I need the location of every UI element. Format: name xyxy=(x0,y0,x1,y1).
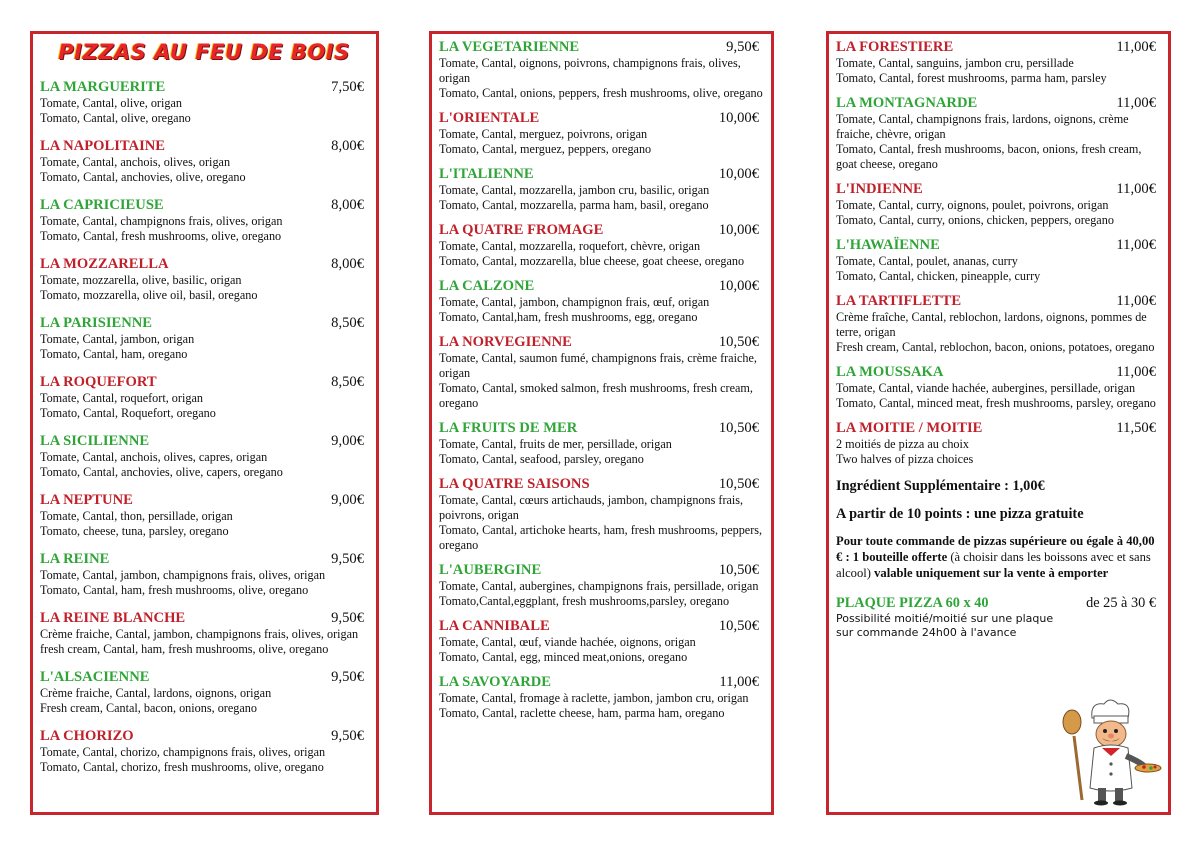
pizza-description-en: Fresh cream, Cantal, reblochon, bacon, onions, potatoes, oregano xyxy=(836,340,1155,354)
pizza-name: LA MOZZARELLA xyxy=(40,256,169,272)
pizza-price: 8,50€ xyxy=(331,374,364,390)
pizza-description-en: Tomato, Cantal, fresh mushrooms, bacon, onions, fresh cream, goat cheese, oregano xyxy=(836,142,1142,171)
extra-ingredient-note: Ingrédient Supplémentaire : 1,00€ xyxy=(836,478,1045,494)
menu-item-la-capricieuse xyxy=(40,196,368,244)
pizza-description-en: Tomato, Cantal, forest mushrooms, parma ham, parsley xyxy=(836,71,1107,85)
menu-item-header xyxy=(836,363,1160,381)
menu-item-la-reine-blanche xyxy=(40,609,368,657)
menu-item-la-montagnarde xyxy=(836,94,1160,172)
menu-item-la-forestiere xyxy=(836,38,1160,86)
pizza-description-en: Tomato, Cantal, raclette cheese, ham, parma ham, oregano xyxy=(439,706,725,720)
pizza-description-fr: Tomate, Cantal, curry, oignons, poulet, poivrons, origan xyxy=(836,198,1109,212)
pizza-description-fr: Tomate, Cantal, oignons, poivrons, champignons frais, olives, origan xyxy=(439,56,741,85)
menu-item-header xyxy=(40,196,368,214)
pizza-price: 9,50€ xyxy=(331,551,364,567)
pizza-name: LA MONTAGNARDE xyxy=(836,95,978,111)
pizza-description-en: Tomato, Cantal,ham, fresh mushrooms, egg, oregano xyxy=(439,310,698,324)
menu-item-la-roquefort xyxy=(40,373,368,421)
pizza-name: L'HAWAÏENNE xyxy=(836,237,940,253)
menu-item-header xyxy=(40,668,368,686)
pizza-description-en: Tomato, Cantal, mozzarella, parma ham, basil, oregano xyxy=(439,198,709,212)
pizza-description-fr: Tomate, Cantal, jambon, champignons frais, olives, origan xyxy=(40,568,326,582)
pizza-description-en: Tomato, Cantal, ham, oregano xyxy=(40,347,188,361)
pizza-name: LA FORESTIERE xyxy=(836,39,954,55)
menu-item-header xyxy=(40,550,368,568)
menu-item-la-cannibale xyxy=(439,617,763,665)
menu-item-header xyxy=(439,419,763,437)
menu-item-la-moitie-moitie xyxy=(836,419,1160,467)
pizza-description-fr: Tomate, Cantal, champignons frais, olives, origan xyxy=(40,214,283,228)
pizza-description-en: Tomato, Cantal, olive, oregano xyxy=(40,111,191,125)
menu-item-la-reine xyxy=(40,550,368,598)
pizza-price: 10,50€ xyxy=(718,334,759,350)
pizza-price: 8,00€ xyxy=(331,256,364,272)
pizza-description-fr: Tomate, Cantal, fromage à raclette, jambon, jambon cru, origan xyxy=(439,691,749,705)
menu-item-header xyxy=(439,221,763,239)
plaque-pizza-note: Possibilité moitié/moitié sur une plaque sur commande 24h00 à l'avance xyxy=(836,612,1054,639)
pizza-description-en: fresh cream, Cantal, ham, fresh mushrooms, olive, oregano xyxy=(40,642,329,656)
menu-item-la-parisienne xyxy=(40,314,368,362)
menu-item-la-quatre-saisons xyxy=(439,475,763,553)
pizza-description-fr: Tomate, Cantal, anchois, olives, capres, origan xyxy=(40,450,268,464)
plaque-pizza-name: PLAQUE PIZZA 60 x 40 xyxy=(836,595,989,611)
pizza-name: L'INDIENNE xyxy=(836,181,923,197)
offer-bold-part-1: Pour toute commande de pizzas supérieure ou égale à 40,00 € : 1 bouteille offerte xyxy=(836,534,1155,564)
pizza-price: 11,50€ xyxy=(1116,420,1156,436)
menu-item-la-napolitaine xyxy=(40,137,368,185)
pizza-description-fr: Tomate, Cantal, cœurs artichauds, jambon, champignons frais, poivrons, origan xyxy=(439,493,744,522)
pizza-name: LA VEGETARIENNE xyxy=(439,39,580,55)
pizza-description-en: Tomato, Cantal, anchovies, olive, oregano xyxy=(40,170,246,184)
pizza-description-fr: Tomate, Cantal, saumon fumé, champignons frais, crème fraiche, origan xyxy=(439,351,757,380)
menu-item-header xyxy=(40,609,368,627)
pizza-name: L'ALSACIENNE xyxy=(40,669,150,685)
pizza-description-fr: Tomate, Cantal, aubergines, champignons frais, persillade, origan xyxy=(439,579,759,593)
menu-item-header xyxy=(439,475,763,493)
menu-item-header xyxy=(439,333,763,351)
menu-item-l-alsacienne xyxy=(40,668,368,716)
pizza-description-fr: Tomate, Cantal, fruits de mer, persillade, origan xyxy=(439,437,672,451)
pizza-description-en: Two halves of pizza choices xyxy=(836,452,974,466)
menu-item-header xyxy=(836,292,1160,310)
pizza-name: LA MOUSSAKA xyxy=(836,364,944,380)
pizza-description-fr: Crème fraiche, Cantal, jambon, champignons frais, olives, origan xyxy=(40,627,359,641)
menu-item-la-calzone xyxy=(439,277,763,325)
pizza-price: 10,00€ xyxy=(718,166,759,182)
menu-item-la-norvegienne xyxy=(439,333,763,411)
menu-item-header xyxy=(836,38,1160,56)
pizza-description-en: Tomato, Cantal, egg, minced meat,onions, oregano xyxy=(439,650,688,664)
pizza-description-en: Tomato, Cantal, seafood, parsley, oregano xyxy=(439,452,644,466)
menu-item-l-orientale xyxy=(439,109,763,157)
pizza-description-fr: Tomate, Cantal, roquefort, origan xyxy=(40,391,203,405)
pizza-name: LA NAPOLITAINE xyxy=(40,138,166,154)
pizza-list-2 xyxy=(439,38,763,721)
pizza-description-en: Tomato, Cantal, Roquefort, oregano xyxy=(40,406,216,420)
pizza-description-fr: Tomate, Cantal, poulet, ananas, curry xyxy=(836,254,1018,268)
offer-normal-part: (à choisir dans les boissons avec et sans alcool) xyxy=(836,550,1151,580)
pizza-name: LA QUATRE SAISONS xyxy=(439,476,590,492)
menu-item-la-sicilienne xyxy=(40,432,368,480)
menu-item-header xyxy=(836,180,1160,198)
pizza-description-fr: Tomate, Cantal, sanguins, jambon cru, persillade xyxy=(836,56,1074,70)
pizza-name: LA PARISIENNE xyxy=(40,315,153,331)
pizza-price: 11,00€ xyxy=(1116,364,1156,380)
pizza-price: 9,50€ xyxy=(331,728,364,744)
menu-item-header xyxy=(40,314,368,332)
pizza-price: 11,00€ xyxy=(1116,237,1156,253)
menu-item-header xyxy=(40,432,368,450)
pizza-description-fr: Tomate, Cantal, mozzarella, jambon cru, basilic, origan xyxy=(439,183,710,197)
pizza-description-fr: Tomate, Cantal, jambon, champignon frais, œuf, origan xyxy=(439,295,710,309)
pizza-name: LA MOITIE / MOITIE xyxy=(836,420,983,436)
menu-item-header xyxy=(439,673,763,691)
menu-item-header xyxy=(40,255,368,273)
pizza-name: LA ROQUEFORT xyxy=(40,374,157,390)
pizza-name: L'ORIENTALE xyxy=(439,110,540,126)
menu-column-2 xyxy=(429,31,774,815)
menu-item-header xyxy=(439,109,763,127)
menu-item-la-savoyarde xyxy=(439,673,763,721)
pizza-description-fr: Tomate, Cantal, mozzarella, roquefort, chèvre, origan xyxy=(439,239,701,253)
pizza-description-en: Tomato, Cantal, ham, fresh mushrooms, olive, oregano xyxy=(40,583,309,597)
menu-item-header xyxy=(40,78,368,96)
pizza-description-en: Tomato,Cantal,eggplant, fresh mushrooms,parsley, oregano xyxy=(439,594,730,608)
pizza-name: LA REINE BLANCHE xyxy=(40,610,186,626)
pizza-description-fr: Tomate, mozzarella, olive, basilic, origan xyxy=(40,273,242,287)
menu-title: PIZZAS AU FEU DE BOIS xyxy=(58,40,350,64)
menu-item-header xyxy=(439,165,763,183)
pizza-name: LA NORVEGIENNE xyxy=(439,334,572,350)
menu-item-header xyxy=(836,94,1160,112)
pizza-price: 10,50€ xyxy=(718,476,759,492)
pizza-description-fr: Crème fraîche, Cantal, reblochon, lardons, oignons, pommes de terre, origan xyxy=(836,310,1147,339)
pizza-price: 9,00€ xyxy=(331,433,364,449)
menu-item-header xyxy=(40,373,368,391)
pizza-name: L'ITALIENNE xyxy=(439,166,534,182)
menu-column-1 xyxy=(30,31,379,815)
menu-item-la-fruits-de-mer xyxy=(439,419,763,467)
pizza-description-en: Tomato, Cantal, curry, onions, chicken, peppers, oregano xyxy=(836,213,1114,227)
menu-item-l-indienne xyxy=(836,180,1160,228)
pizza-price: 10,00€ xyxy=(718,222,759,238)
pizza-name: LA FRUITS DE MER xyxy=(439,420,578,436)
pizza-description-fr: Tomate, Cantal, thon, persillade, origan xyxy=(40,509,233,523)
pizza-price: 11,00€ xyxy=(1116,39,1156,55)
pizza-name: LA SAVOYARDE xyxy=(439,674,552,690)
pizza-description-en: Tomato, Cantal, fresh mushrooms, olive, oregano xyxy=(40,229,282,243)
pizza-description-fr: Tomate, Cantal, anchois, olives, origan xyxy=(40,155,231,169)
menu-item-la-quatre-fromage xyxy=(439,221,763,269)
menu-item-header xyxy=(439,277,763,295)
loyalty-note: A partir de 10 points : une pizza gratuite xyxy=(836,506,1084,522)
pizza-description-fr: Tomate, Cantal, jambon, origan xyxy=(40,332,195,346)
pizza-name: LA CANNIBALE xyxy=(439,618,550,634)
pizza-price: 7,50€ xyxy=(331,79,364,95)
pizza-price: 9,50€ xyxy=(331,610,364,626)
pizza-price: 8,00€ xyxy=(331,197,364,213)
pizza-price: 9,50€ xyxy=(331,669,364,685)
pizza-description-en: Tomato, Cantal, chorizo, fresh mushrooms, olive, oregano xyxy=(40,760,324,774)
pizza-description-en: Tomato, Cantal, chicken, pineapple, curry xyxy=(836,269,1041,283)
pizza-name: LA REINE xyxy=(40,551,110,567)
pizza-price: 10,00€ xyxy=(718,278,759,294)
pizza-description-fr: Tomate, Cantal, olive, origan xyxy=(40,96,182,110)
pizza-price: 8,50€ xyxy=(331,315,364,331)
pizza-description-en: Tomato, cheese, tuna, parsley, oregano xyxy=(40,524,229,538)
pizza-price: 10,50€ xyxy=(718,618,759,634)
pizza-price: 11,00€ xyxy=(719,674,759,690)
plaque-pizza-price: de 25 à 30 € xyxy=(1086,595,1156,611)
pizza-name: L'AUBERGINE xyxy=(439,562,542,578)
menu-item-l-hawaienne xyxy=(836,236,1160,284)
pizza-name: LA SICILIENNE xyxy=(40,433,150,449)
pizza-description-fr: Crème fraiche, Cantal, lardons, oignons, origan xyxy=(40,686,272,700)
pizza-description-fr: Tomate, Cantal, chorizo, champignons frais, olives, origan xyxy=(40,745,326,759)
pizza-description-en: Tomato, Cantal, artichoke hearts, ham, fresh mushrooms, peppers, oregano xyxy=(439,523,763,552)
menu-item-header xyxy=(40,491,368,509)
pizza-description-fr: Tomate, Cantal, merguez, poivrons, origan xyxy=(439,127,648,141)
pizza-description-en: Tomato, Cantal, onions, peppers, fresh mushrooms, olive, oregano xyxy=(439,86,763,100)
pizza-description-en: Tomato, Cantal, minced meat, fresh mushrooms, parsley, oregano xyxy=(836,396,1156,410)
pizza-list-3 xyxy=(836,38,1160,467)
menu-item-la-marguerite xyxy=(40,78,368,126)
menu-item-la-tartiflette xyxy=(836,292,1160,355)
pizza-name: LA NEPTUNE xyxy=(40,492,133,508)
menu-item-header xyxy=(836,236,1160,254)
pizza-description-fr: 2 moitiés de pizza au choix xyxy=(836,437,970,451)
pizza-price: 11,00€ xyxy=(1116,95,1156,111)
pizza-price: 11,00€ xyxy=(1116,181,1156,197)
menu-item-la-neptune xyxy=(40,491,368,539)
menu-item-header xyxy=(40,727,368,745)
menu-item-header xyxy=(439,561,763,579)
offer-bold-part-2: valable uniquement sur la vente à emporter xyxy=(874,566,1109,580)
pizza-name: LA QUATRE FROMAGE xyxy=(439,222,604,238)
pizza-chef-icon xyxy=(1052,696,1162,806)
menu-item-l-italienne xyxy=(439,165,763,213)
pizza-price: 10,50€ xyxy=(718,562,759,578)
pizza-name: LA TARTIFLETTE xyxy=(836,293,962,309)
pizza-name: LA MARGUERITE xyxy=(40,79,166,95)
menu-item-header xyxy=(836,419,1160,437)
pizza-price: 10,50€ xyxy=(718,420,759,436)
pizza-description-en: Tomato, Cantal, merguez, peppers, oregano xyxy=(439,142,652,156)
menu-item-l-aubergine xyxy=(439,561,763,609)
pizza-price: 11,00€ xyxy=(1116,293,1156,309)
pizza-description-en: Tomato, mozzarella, olive oil, basil, oregano xyxy=(40,288,258,302)
pizza-description-en: Fresh cream, Cantal, bacon, onions, oregano xyxy=(40,701,257,715)
pizza-description-en: Tomato, Cantal, mozzarella, blue cheese, goat cheese, oregano xyxy=(439,254,745,268)
pizza-price: 9,50€ xyxy=(726,39,759,55)
pizza-description-en: Tomato, Cantal, smoked salmon, fresh mushrooms, fresh cream, oregano xyxy=(439,381,753,410)
pizza-list-1 xyxy=(40,78,368,775)
bottle-offer-note xyxy=(836,533,1160,581)
pizza-description-fr: Tomate, Cantal, viande hachée, aubergines, persillade, origan xyxy=(836,381,1136,395)
menu-item-header xyxy=(439,617,763,635)
pizza-description-en: Tomato, Cantal, anchovies, olive, capers, oregano xyxy=(40,465,283,479)
pizza-price: 9,00€ xyxy=(331,492,364,508)
pizza-description-fr: Tomate, Cantal, champignons frais, lardons, oignons, crème fraiche, chèvre, origan xyxy=(836,112,1129,141)
pizza-name: LA CHORIZO xyxy=(40,728,134,744)
pizza-description-fr: Tomate, Cantal, œuf, viande hachée, oignons, origan xyxy=(439,635,696,649)
pizza-name: LA CAPRICIEUSE xyxy=(40,197,164,213)
pizza-price: 8,00€ xyxy=(331,138,364,154)
menu-item-header xyxy=(439,38,763,56)
menu-item-la-mozzarella xyxy=(40,255,368,303)
pizza-name: LA CALZONE xyxy=(439,278,535,294)
plaque-pizza-row xyxy=(836,595,1160,612)
menu-item-header xyxy=(40,137,368,155)
pizza-price: 10,00€ xyxy=(718,110,759,126)
menu-item-la-chorizo xyxy=(40,727,368,775)
menu-column-3 xyxy=(826,31,1171,815)
menu-item-la-moussaka xyxy=(836,363,1160,411)
menu-item-la-vegetarienne xyxy=(439,38,763,101)
